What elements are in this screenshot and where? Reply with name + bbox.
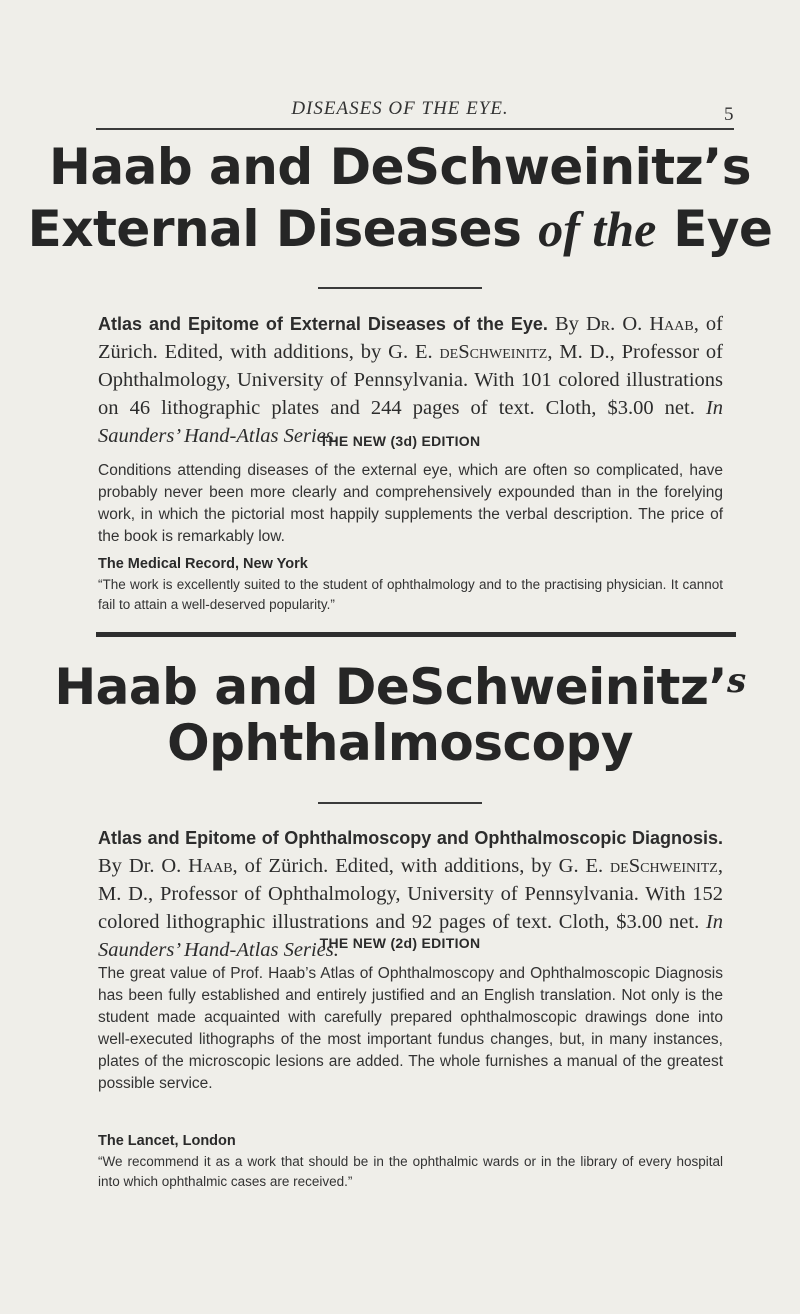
book1-lead-post: , M. D., Professor of Ophthalmology, University of Pennsylvania. With 101 colored illustrations on 46 lithographic plates and 244 pages of text. Cloth, $3.00 net. <box>98 341 724 419</box>
page-number: 5 <box>724 104 734 125</box>
book2-edition: THE NEW (2d) EDITION <box>319 935 481 951</box>
book1-title-line1: Haab and DeSchweinitz’s <box>49 138 751 196</box>
book2-editor: deSchweinitz <box>610 855 718 877</box>
book2-title-line2: Ophthalmoscopy <box>167 714 633 772</box>
book2-title-rule <box>318 802 482 804</box>
book1-title-line2-ital: of the <box>538 201 657 257</box>
book2-review-quote: “We recommend it as a work that should be in the ophthalmic wards or in the library of every hospital into which ophthalmic cases are received.” <box>98 1154 723 1189</box>
book1-lead-bold: Atlas and Epitome of External Diseases of the Eye. <box>98 314 548 334</box>
book2-lead-bold: Atlas and Epitome of Ophthalmoscopy and Ophthalmoscopic Diagnosis. <box>98 828 723 848</box>
book2-author: Haab <box>188 855 233 877</box>
header-rule <box>96 128 734 130</box>
book1-series: In Saunders’ Hand-Atlas Series. <box>98 397 723 447</box>
book2-lead-pre: By Dr. O. <box>98 855 189 877</box>
book2-lead-mid: , of Zürich. Edited, with additions, by G. E. <box>232 855 611 877</box>
book2-series: In Saunders’ Hand-Atlas Series. <box>98 911 723 961</box>
book1-title-rule <box>318 287 482 289</box>
book1-author: Dr. O. Haab <box>585 313 694 335</box>
book1-review-source: The Medical Record, New York <box>98 556 308 572</box>
book2-title-line1-text: Haab and DeSchweinitz’ <box>54 658 728 716</box>
book2-title-line1 <box>0 650 800 718</box>
running-head: DISEASES OF THE EYE. <box>291 98 509 119</box>
section-divider <box>96 632 736 637</box>
book1-title-line2-post: Eye <box>656 200 773 258</box>
book2-review-source: The Lancet, London <box>98 1133 236 1149</box>
book2-title-line1-mark: s <box>727 661 746 701</box>
book1-title-line2-pre: External Diseases <box>27 200 539 258</box>
book2-lead-post: , M. D., Professor of Ophthalmology, University of Pennsylvania. With 152 colored lithographic illustrations and 92 pages of text. Cloth, $3.00 net. <box>98 855 723 933</box>
book1-review-quote: “The work is excellently suited to the student of ophthalmology and to the practising physician. It cannot fail to attain a well-deserved popularity.” <box>98 577 723 612</box>
book1-description: Conditions attending diseases of the external eye, which are often so complicated, have probably never been more clearly and comprehensively expounded than in the forelying work, in which the pictorial most happily supplements the verbal description. The price of the book is remarkably low. <box>98 462 723 545</box>
book1-lead-pre: By <box>547 313 586 335</box>
book1-lead <box>98 310 723 450</box>
book1-lead-mid: , of Zürich. Edited, with additions, by G. E. <box>98 313 724 363</box>
book1-title-line2 <box>0 198 800 260</box>
book2-description: The great value of Prof. Haab’s Atlas of Ophthalmoscopy and Ophthalmoscopic Diagnosis has been fully established and entirely justified and an English translation. Not only is the student made acquainted with carefully prepared ophthalmoscopic drawings done into well-executed lithographs of the most important fundus changes, but, in many instances, plates of the microscopic lesions are added. The whole furnishes a manual of the greatest possible service. <box>98 965 723 1092</box>
book1-edition: THE NEW (3d) EDITION <box>319 433 481 449</box>
book1-editor: deSchweinitz <box>439 341 548 363</box>
